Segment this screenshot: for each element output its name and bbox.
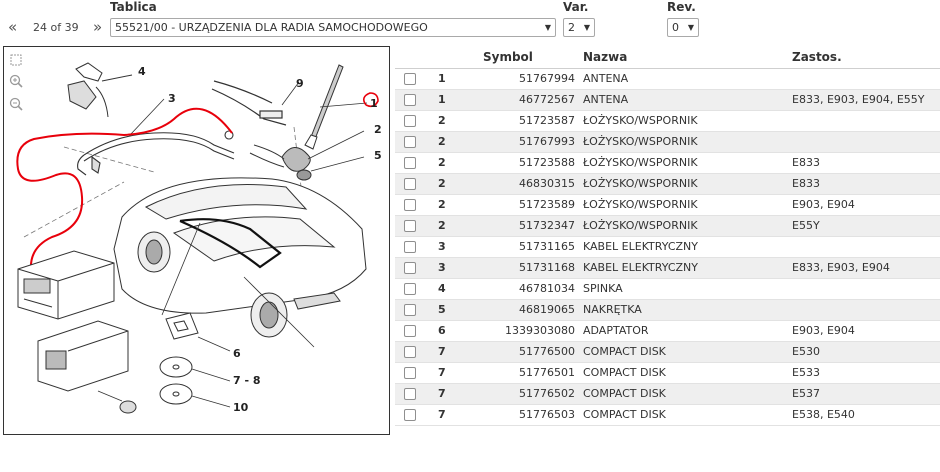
next-page-button[interactable]: » bbox=[93, 18, 103, 36]
cable-part bbox=[212, 81, 299, 125]
row-checkbox-cell[interactable] bbox=[395, 320, 425, 341]
radio-unit bbox=[18, 251, 114, 319]
header-name: Nazwa bbox=[575, 46, 792, 68]
row-symbol: 51723587 bbox=[450, 110, 575, 131]
row-position: 5 bbox=[425, 299, 450, 320]
row-applicability: E533 bbox=[792, 362, 940, 383]
antenna-base bbox=[250, 131, 364, 171]
table-row[interactable] bbox=[395, 299, 940, 320]
row-position: 1 bbox=[425, 68, 450, 89]
row-applicability: E903, E904 bbox=[792, 320, 940, 341]
row-name: ŁOŻYSKO/WSPORNIK bbox=[575, 110, 792, 131]
row-position: 1 bbox=[425, 89, 450, 110]
row-symbol: 51723588 bbox=[450, 152, 575, 173]
compact-disk-part bbox=[160, 384, 230, 407]
cable-harness bbox=[78, 99, 234, 175]
row-position: 2 bbox=[425, 152, 450, 173]
row-checkbox[interactable] bbox=[404, 199, 416, 211]
row-applicability bbox=[792, 236, 940, 257]
clip-part bbox=[68, 63, 132, 117]
row-position: 7 bbox=[425, 341, 450, 362]
row-symbol: 51732347 bbox=[450, 215, 575, 236]
revision-select[interactable] bbox=[667, 18, 699, 37]
table-row[interactable] bbox=[395, 194, 940, 215]
row-checkbox[interactable] bbox=[404, 409, 416, 421]
row-checkbox[interactable] bbox=[404, 73, 416, 85]
row-position: 2 bbox=[425, 110, 450, 131]
table-row[interactable] bbox=[395, 152, 940, 173]
row-symbol: 51767993 bbox=[450, 131, 575, 152]
row-name: NAKRĘTKA bbox=[575, 299, 792, 320]
row-name: ŁOŻYSKO/WSPORNIK bbox=[575, 215, 792, 236]
row-name: ŁOŻYSKO/WSPORNIK bbox=[575, 194, 792, 215]
table-row[interactable] bbox=[395, 257, 940, 278]
header-checkbox bbox=[395, 46, 425, 68]
row-checkbox-cell[interactable] bbox=[395, 110, 425, 131]
callout-6: 6 bbox=[233, 347, 241, 360]
row-symbol: 51731168 bbox=[450, 257, 575, 278]
row-symbol: 1339303080 bbox=[450, 320, 575, 341]
row-checkbox[interactable] bbox=[404, 262, 416, 274]
row-checkbox[interactable] bbox=[404, 304, 416, 316]
row-checkbox-cell[interactable] bbox=[395, 362, 425, 383]
callout-4: 4 bbox=[138, 65, 146, 78]
table-row[interactable] bbox=[395, 278, 940, 299]
adapter-part bbox=[166, 313, 230, 351]
row-checkbox-cell[interactable] bbox=[395, 257, 425, 278]
page-count: 24 of 39 bbox=[33, 21, 79, 34]
row-applicability: E530 bbox=[792, 341, 940, 362]
row-position: 3 bbox=[425, 236, 450, 257]
antenna-mast bbox=[305, 65, 367, 149]
prev-page-button[interactable]: « bbox=[8, 18, 18, 36]
table-select-value: 55521/00 - URZĄDZENIA DLA RADIA SAMOCHODOWEGO bbox=[115, 21, 428, 34]
variant-label: Var. bbox=[563, 0, 589, 14]
table-row[interactable] bbox=[395, 89, 940, 110]
callout-3: 3 bbox=[168, 92, 176, 105]
callout-10: 10 bbox=[233, 401, 249, 414]
row-symbol: 51776502 bbox=[450, 383, 575, 404]
revision-label: Rev. bbox=[667, 0, 696, 14]
row-checkbox-cell[interactable] bbox=[395, 194, 425, 215]
row-checkbox[interactable] bbox=[404, 241, 416, 253]
variant-select[interactable] bbox=[563, 18, 595, 37]
row-applicability bbox=[792, 278, 940, 299]
row-name: COMPACT DISK bbox=[575, 362, 792, 383]
exploded-view-illustration bbox=[4, 47, 390, 435]
callout-7-8: 7 - 8 bbox=[233, 374, 261, 387]
row-position: 3 bbox=[425, 257, 450, 278]
row-position: 6 bbox=[425, 320, 450, 341]
row-applicability bbox=[792, 131, 940, 152]
row-symbol: 51767994 bbox=[450, 68, 575, 89]
row-name: ŁOŻYSKO/WSPORNIK bbox=[575, 131, 792, 152]
table-row[interactable] bbox=[395, 341, 940, 362]
row-name: COMPACT DISK bbox=[575, 404, 792, 425]
row-checkbox-cell[interactable] bbox=[395, 383, 425, 404]
row-checkbox[interactable] bbox=[404, 157, 416, 169]
row-checkbox[interactable] bbox=[404, 136, 416, 148]
row-applicability: E833 bbox=[792, 152, 940, 173]
row-position: 2 bbox=[425, 173, 450, 194]
row-checkbox-cell[interactable] bbox=[395, 173, 425, 194]
row-checkbox-cell[interactable] bbox=[395, 404, 425, 425]
row-applicability: E537 bbox=[792, 383, 940, 404]
row-position: 7 bbox=[425, 383, 450, 404]
callout-1: 1 bbox=[370, 97, 378, 110]
chevron-down-icon: ▼ bbox=[544, 23, 551, 32]
row-checkbox-cell[interactable] bbox=[395, 236, 425, 257]
row-applicability bbox=[792, 110, 940, 131]
table-header-row bbox=[395, 46, 940, 68]
row-symbol: 51776503 bbox=[450, 404, 575, 425]
row-applicability: E538, E540 bbox=[792, 404, 940, 425]
row-position: 4 bbox=[425, 278, 450, 299]
row-applicability: E833 bbox=[792, 173, 940, 194]
row-symbol: 51776501 bbox=[450, 362, 575, 383]
row-position: 7 bbox=[425, 404, 450, 425]
header-num bbox=[425, 46, 450, 68]
row-name: COMPACT DISK bbox=[575, 383, 792, 404]
row-checkbox-cell[interactable] bbox=[395, 89, 425, 110]
row-symbol: 46819065 bbox=[450, 299, 575, 320]
row-applicability: E833, E903, E904 bbox=[792, 257, 940, 278]
table-row[interactable] bbox=[395, 320, 940, 341]
row-checkbox-cell[interactable] bbox=[395, 215, 425, 236]
row-symbol: 46830315 bbox=[450, 173, 575, 194]
callout-9: 9 bbox=[296, 77, 304, 90]
table-row[interactable] bbox=[395, 173, 940, 194]
row-symbol: 51723589 bbox=[450, 194, 575, 215]
row-checkbox-cell[interactable] bbox=[395, 299, 425, 320]
row-name: KABEL ELEKTRYCZNY bbox=[575, 236, 792, 257]
revision-select-value: 0 bbox=[672, 21, 679, 34]
row-checkbox[interactable] bbox=[404, 388, 416, 400]
header-symbol: Symbol bbox=[450, 46, 575, 68]
table-row[interactable] bbox=[395, 68, 940, 89]
row-checkbox-cell[interactable] bbox=[395, 131, 425, 152]
parts-drawing[interactable] bbox=[3, 46, 390, 435]
row-symbol: 51776500 bbox=[450, 341, 575, 362]
row-checkbox[interactable] bbox=[404, 367, 416, 379]
table-row[interactable] bbox=[395, 110, 940, 131]
parts-table bbox=[395, 46, 940, 426]
table-row[interactable] bbox=[395, 404, 940, 425]
row-checkbox[interactable] bbox=[404, 220, 416, 232]
table-row[interactable] bbox=[395, 215, 940, 236]
table-row[interactable] bbox=[395, 383, 940, 404]
row-name: ANTENA bbox=[575, 89, 792, 110]
row-applicability: E903, E904 bbox=[792, 194, 940, 215]
row-symbol: 51731165 bbox=[450, 236, 575, 257]
table-row[interactable] bbox=[395, 131, 940, 152]
row-name: ŁOŻYSKO/WSPORNIK bbox=[575, 173, 792, 194]
table-select[interactable] bbox=[110, 18, 556, 37]
row-position: 2 bbox=[425, 131, 450, 152]
callout-5: 5 bbox=[374, 149, 382, 162]
variant-select-value: 2 bbox=[568, 21, 575, 34]
row-position: 2 bbox=[425, 215, 450, 236]
navigation-unit bbox=[38, 321, 136, 413]
row-checkbox[interactable] bbox=[404, 325, 416, 337]
row-checkbox[interactable] bbox=[404, 115, 416, 127]
header-use: Zastos. bbox=[792, 46, 940, 68]
row-applicability: E833, E903, E904, E55Y bbox=[792, 89, 940, 110]
chevron-down-icon: ▼ bbox=[583, 23, 590, 32]
row-name: SPINKA bbox=[575, 278, 792, 299]
compact-disk-part bbox=[160, 357, 230, 381]
row-position: 2 bbox=[425, 194, 450, 215]
row-checkbox-cell[interactable] bbox=[395, 278, 425, 299]
row-checkbox[interactable] bbox=[404, 346, 416, 358]
row-checkbox-cell[interactable] bbox=[395, 341, 425, 362]
row-checkbox[interactable] bbox=[404, 94, 416, 106]
chevron-down-icon: ▼ bbox=[687, 23, 694, 32]
row-checkbox-cell[interactable] bbox=[395, 68, 425, 89]
table-row[interactable] bbox=[395, 236, 940, 257]
row-name: KABEL ELEKTRYCZNY bbox=[575, 257, 792, 278]
row-symbol: 46781034 bbox=[450, 278, 575, 299]
row-checkbox-cell[interactable] bbox=[395, 152, 425, 173]
row-checkbox[interactable] bbox=[404, 283, 416, 295]
row-symbol: 46772567 bbox=[450, 89, 575, 110]
table-label: Tablica bbox=[110, 0, 157, 14]
row-applicability bbox=[792, 299, 940, 320]
row-checkbox[interactable] bbox=[404, 178, 416, 190]
table-row[interactable] bbox=[395, 362, 940, 383]
car-illustration bbox=[114, 178, 366, 347]
row-name: ŁOŻYSKO/WSPORNIK bbox=[575, 152, 792, 173]
callout-2: 2 bbox=[374, 123, 382, 136]
row-name: ADAPTATOR bbox=[575, 320, 792, 341]
row-applicability bbox=[792, 68, 940, 89]
row-name: COMPACT DISK bbox=[575, 341, 792, 362]
row-applicability: E55Y bbox=[792, 215, 940, 236]
row-position: 7 bbox=[425, 362, 450, 383]
row-name: ANTENA bbox=[575, 68, 792, 89]
